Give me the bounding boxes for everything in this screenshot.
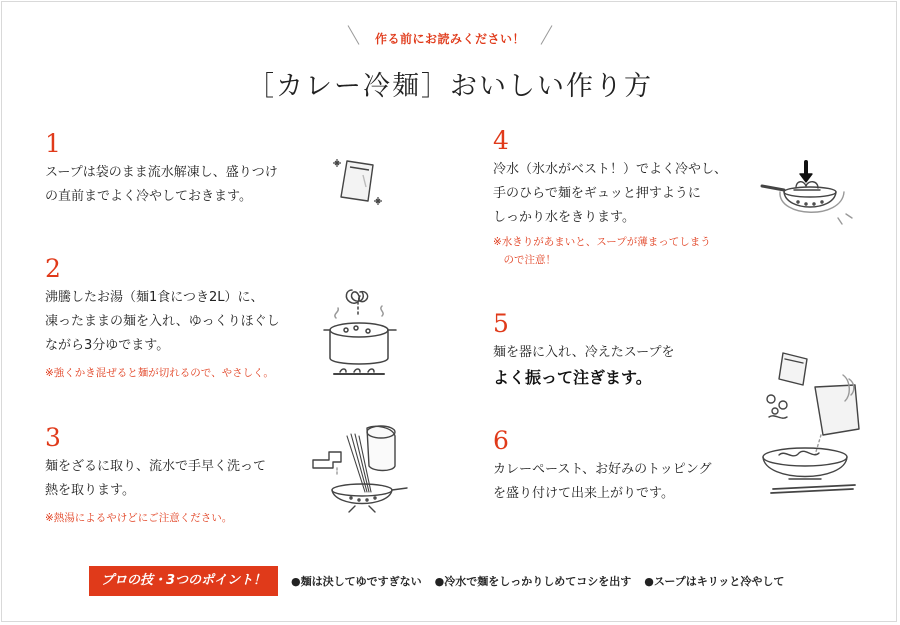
bowl-pour-icon	[745, 345, 870, 495]
step-line: 麺を器に入れ、冷えたスープを	[493, 345, 675, 360]
step-line: しっかり水をきります。	[493, 210, 635, 225]
page-title: ［カレー冷麺］おいしい作り方	[247, 71, 653, 102]
point-item: ●スープはキリッと冷やして	[644, 575, 785, 588]
step-5	[493, 311, 674, 391]
notice-wrap	[0, 28, 900, 47]
step-text	[45, 161, 278, 209]
notice-slash-right	[541, 25, 553, 45]
step-text	[45, 455, 266, 503]
step-6	[493, 428, 712, 506]
step-line: 沸騰したお湯（麺1食につき2L）に、	[45, 290, 264, 305]
step-note: ※熱湯によるやけどにご注意ください。	[45, 512, 233, 524]
step-note-line: ※水きりがあまいと、スープが薄まってしまう	[493, 236, 711, 248]
pro-points-bar	[89, 566, 784, 596]
step-line: スープは袋のまま流水解凍し、盛りつけ	[45, 165, 278, 180]
step-4	[493, 128, 727, 269]
step-line: ながら3分ゆでます。	[45, 338, 170, 353]
step-line: を盛り付けて出来上がりです。	[493, 486, 674, 501]
step-note: ※強くかき混ぜると麺が切れるので、やさしく。	[45, 367, 274, 379]
step-number: 5	[493, 309, 509, 338]
step-1	[45, 131, 278, 209]
step-note	[493, 233, 727, 269]
step-text	[493, 158, 727, 230]
step-line: カレーペースト、お好みのトッピング	[493, 462, 712, 477]
colander-press-icon	[760, 158, 860, 230]
step-line: 手のひらで麺をギュッと押すように	[493, 186, 701, 201]
notice-slash-left	[348, 25, 360, 45]
boiling-pot-icon	[318, 286, 400, 378]
step-number: 1	[45, 129, 61, 158]
step-number: 2	[45, 254, 61, 283]
step-line: 冷水（氷水がベスト！）でよく冷やし、	[493, 162, 728, 177]
step-2	[45, 256, 280, 382]
soup-pack-icon	[333, 153, 388, 213]
step-line: の直前までよく冷やしておきます。	[45, 189, 252, 204]
step-number: 4	[493, 126, 509, 155]
notice-text	[349, 30, 551, 47]
notice-label: 作る前にお読みください！	[374, 32, 525, 46]
step-line: 熱を取ります。	[45, 483, 135, 498]
step-note-line: ので注意！	[493, 254, 556, 266]
colander-faucet-icon	[307, 422, 412, 514]
step-number: 6	[493, 426, 509, 455]
step-text	[493, 341, 674, 391]
step-number: 3	[45, 423, 61, 452]
step-text	[45, 286, 280, 358]
pro-points-badge: プロの技・3つのポイント！	[89, 566, 278, 596]
step-emphasis: よく振って注ぎます。	[493, 368, 652, 387]
point-item: ●麺は決してゆですぎない	[291, 575, 422, 588]
step-line: 麺をざるに取り、流水で手早く洗って	[45, 459, 267, 474]
point-item: ●冷水で麺をしっかりしめてコシを出す	[434, 575, 632, 588]
step-text	[493, 458, 712, 506]
step-line: 凍ったままの麺を入れ、ゆっくりほぐし	[45, 314, 280, 329]
step-3	[45, 425, 266, 527]
